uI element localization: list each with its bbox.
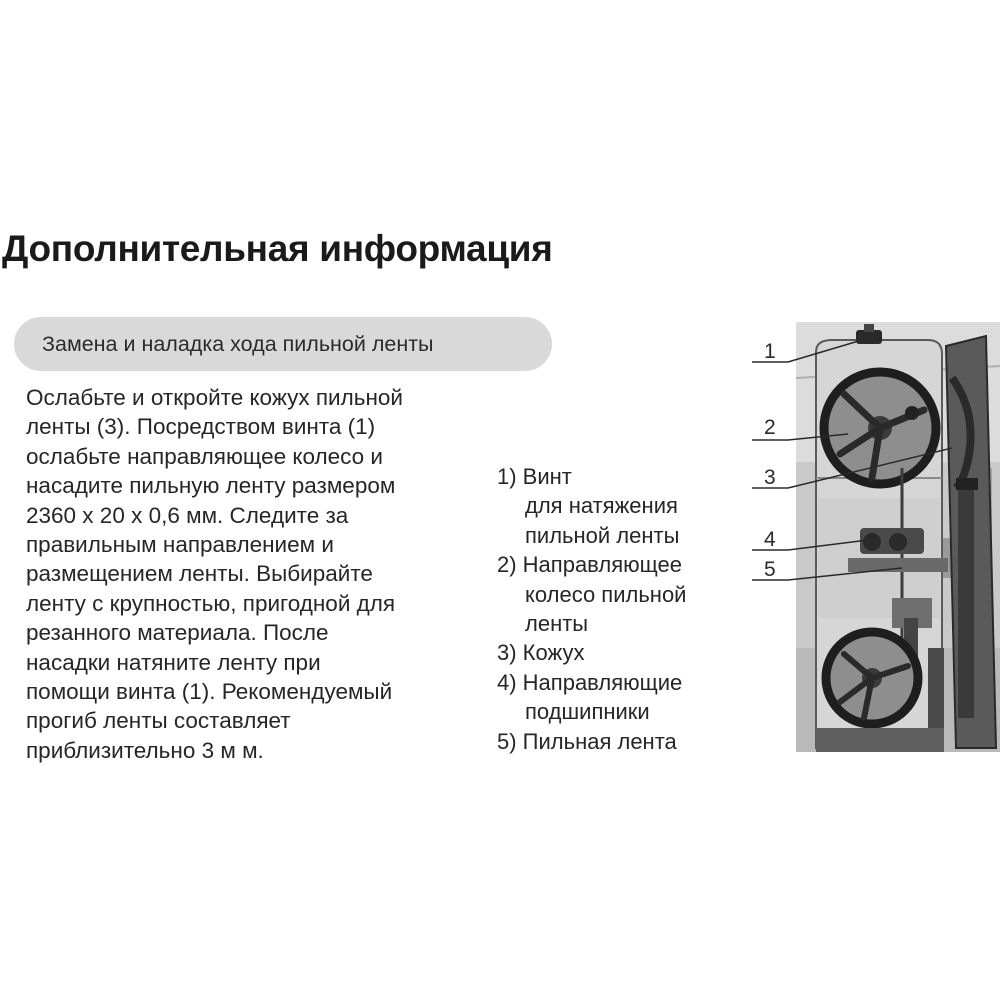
legend-item-bearings: 4) Направляющие	[497, 669, 683, 695]
lower-wheel-icon	[826, 632, 918, 724]
instruction-line: насадите пильную ленту размером	[26, 473, 396, 499]
legend-item-screw-desc: для натяжения	[525, 493, 678, 519]
legend-item-cover: 3) Кожух	[497, 640, 585, 666]
callout-label-4: 4	[764, 528, 776, 551]
instruction-line: 2360 x 20 x 0,6 мм. Следите за	[26, 502, 349, 528]
callout-label-1: 1	[764, 340, 776, 363]
legend-item-guide-wheel-desc: колесо пильной	[525, 581, 687, 607]
instruction-text	[26, 383, 496, 765]
parts-legend	[497, 462, 757, 756]
legend-item-screw-desc: пильной ленты	[525, 522, 680, 548]
legend-item-guide-wheel-desc: ленты	[525, 610, 589, 636]
instruction-line: размещением ленты. Выбирайте	[26, 561, 373, 587]
upper-wheel-icon	[824, 372, 936, 484]
callout-label-2: 2	[764, 416, 776, 439]
callout-label-3: 3	[764, 466, 776, 489]
legend-item-bearings-desc: подшипники	[525, 699, 650, 725]
tension-screw-icon	[856, 330, 882, 344]
section-heading: Замена и наладка хода пильной ленты	[14, 317, 552, 371]
instruction-line: правильным направлением и	[26, 531, 334, 557]
instruction-line: ленты (3). Посредством винта (1)	[26, 414, 376, 440]
instruction-line: насадки натяните ленту при	[26, 649, 321, 675]
instruction-line: резанного материала. После	[26, 620, 329, 646]
band-saw-photo	[752, 318, 1000, 752]
blade-guide-post-icon	[958, 478, 974, 718]
instruction-line: прогиб ленты составляет	[26, 708, 291, 734]
instruction-line: помощи винта (1). Рекомендуемый	[26, 678, 393, 704]
legend-item-blade: 5) Пильная лента	[497, 728, 677, 754]
legend-item-guide-wheel: 2) Направляющее	[497, 552, 682, 578]
instruction-line: Ослабьте и откройте кожух пильной	[26, 385, 403, 410]
page-title: Дополнительная информация	[2, 228, 553, 269]
instruction-line: ленту с крупностью, пригодной для	[26, 590, 396, 616]
instruction-line: приблизительно 3 м м.	[26, 737, 264, 763]
instruction-line: ослабьте направляющее колесо и	[26, 443, 383, 469]
callout-label-5: 5	[764, 558, 776, 581]
legend-item-screw: 1) Винт	[497, 464, 572, 489]
